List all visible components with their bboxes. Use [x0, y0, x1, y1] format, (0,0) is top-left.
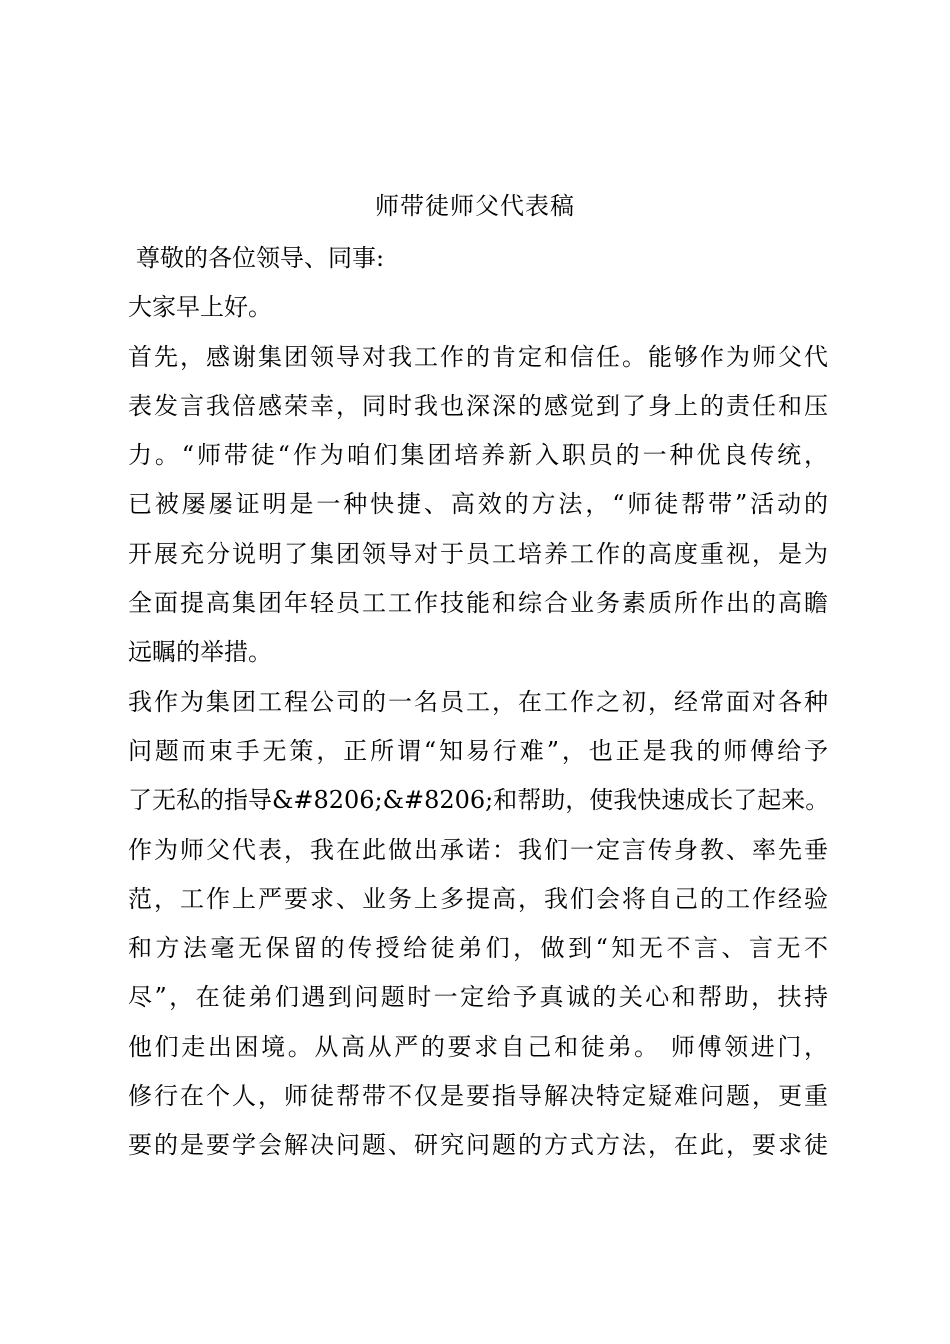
body-line: 力。“师带徒“作为咱们集团培养新入职员的一种优良传统， — [128, 441, 828, 470]
body-line: 要的是要学会解决问题、研究问题的方式方法，在此，要求徒 — [128, 1131, 828, 1160]
body-line: 尽”，在徒弟们遇到问题时一定给予真诚的关心和帮助，扶持 — [128, 983, 828, 1012]
greeting-line: 大家早上好。 — [128, 293, 272, 322]
body-line: 修行在个人，师徒帮带不仅是要指导解决特定疑难问题，更重 — [128, 1082, 828, 1111]
body-line: 了无私的指导&#8206;&#8206;和帮助，使我快速成长了起来。 — [128, 786, 830, 815]
document-body — [128, 234, 828, 1171]
body-line: 问题而束手无策，正所谓“知易行难”，也正是我的师傅给予 — [128, 736, 828, 765]
body-line: 远瞩的举措。 — [128, 638, 272, 667]
body-line: 我作为集团工程公司的一名员工，在工作之初，经常面对各种 — [128, 687, 828, 716]
salutation-line: 尊敬的各位领导、同事: — [136, 244, 385, 272]
body-line: 他们走出困境。从高从严的要求自己和徒弟。 师傅领进门， — [128, 1032, 828, 1061]
body-line: 表发言我倍感荣幸，同时我也深深的感觉到了身上的责任和压 — [128, 391, 828, 420]
body-line: 已被屡屡证明是一种快捷、高效的方法，“师徒帮带”活动的 — [128, 490, 828, 519]
body-line: 全面提高集团年轻员工工作技能和综合业务素质所作出的高瞻 — [128, 589, 828, 618]
body-line: 首先，感谢集团领导对我工作的肯定和信任。能够作为师父代 — [128, 342, 828, 371]
body-line: 开展充分说明了集团领导对于员工培养工作的高度重视，是为 — [128, 539, 828, 568]
document-title: 师带徒师父代表稿 — [375, 192, 575, 220]
body-line: 作为师父代表，我在此做出承诺：我们一定言传身教、率先垂 — [128, 835, 828, 864]
body-line: 和方法毫无保留的传授给徒弟们，做到“知无不言、言无不 — [128, 934, 828, 963]
body-line: 范，工作上严要求、业务上多提高，我们会将自己的工作经验 — [128, 884, 828, 913]
